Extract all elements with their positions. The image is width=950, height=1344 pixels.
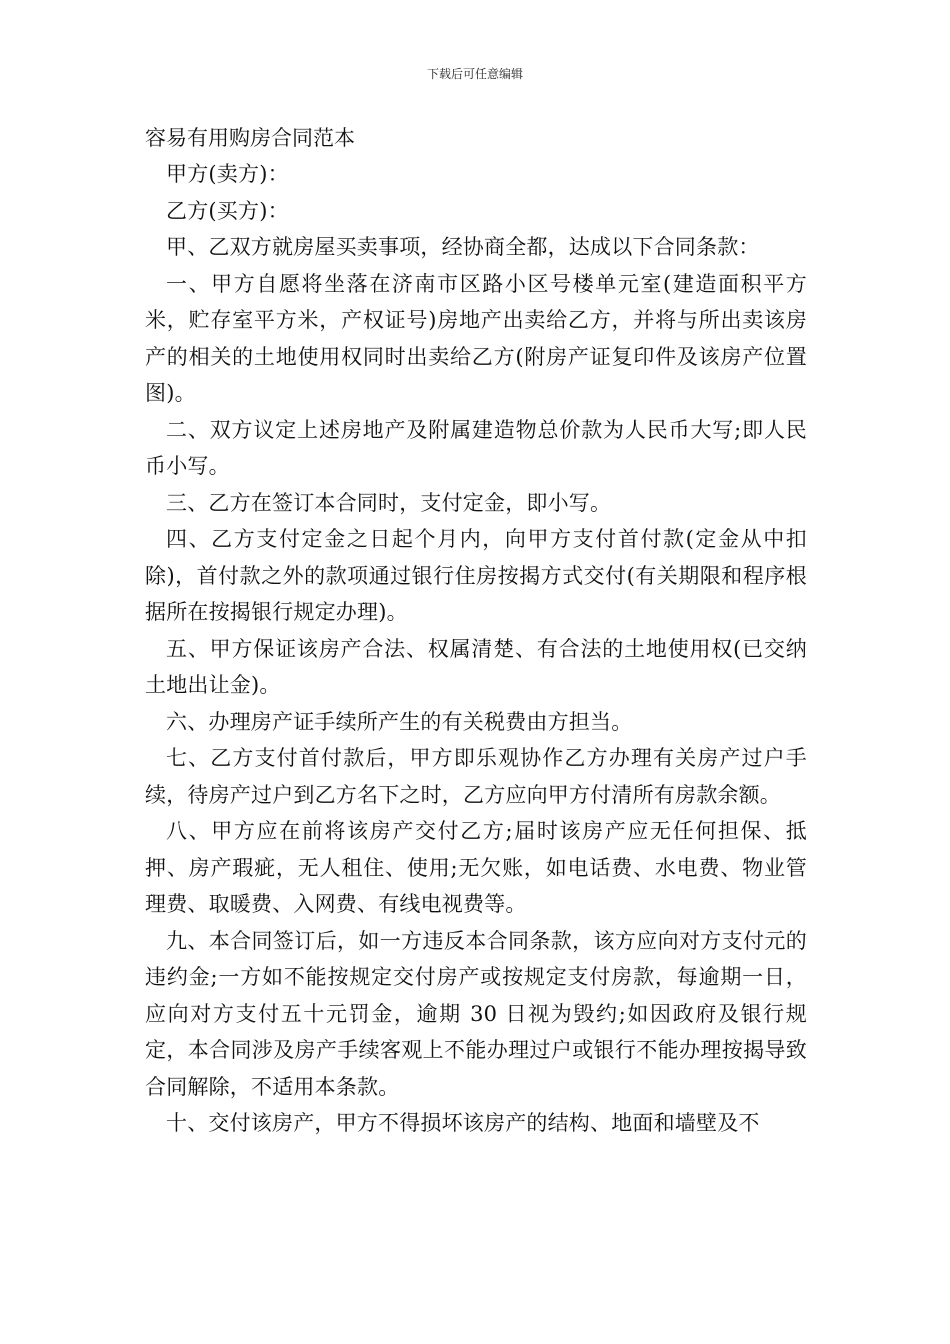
clause-3: 三、乙方在签订本合同时，支付定金，即小写。	[166, 490, 612, 515]
party-a-line: 甲方(卖方)：	[166, 162, 289, 186]
clause-2: 二、双方议定上述房地产及附属建造物总价款为人民币大写;即人民币小写。	[145, 417, 807, 478]
document-body	[145, 120, 807, 1142]
page-header	[0, 66, 950, 82]
clause-9: 九、本合同签订后，如一方违反本合同条款，该方应向对方支付元的违约金;一方如不能按规定交付房产或按规定支付房款，每逾期一日，应向对方支付五十元罚金，逾期 30 日视为毁约;如因政府及银行规定，本合同涉及房产手续客观上不能办理过户或银行不能办理按揭导致合同解除，不适用本条款。	[145, 928, 807, 1099]
clause-5: 五、甲方保证该房产合法、权属清楚、有合法的土地使用权(已交纳土地出让金)。	[145, 636, 807, 697]
header-note: 下载后可任意编辑	[426, 67, 523, 81]
clause-4: 四、乙方支付定金之日起个月内，向甲方支付首付款(定金从中扣除)，首付款之外的款项通过银行住房按揭方式交付(有关期限和程序根据所在按揭银行规定办理)。	[145, 527, 807, 624]
clause-8: 八、甲方应在前将该房产交付乙方;届时该房产应无任何担保、抵押、房产瑕疵，无人租住、使用;无欠账，如电话费、水电费、物业管理费、取暖费、入网费、有线电视费等。	[145, 819, 807, 916]
party-b-line: 乙方(买方)：	[166, 198, 289, 223]
document-title: 容易有用购房合同范本	[145, 126, 355, 150]
clause-7: 七、乙方支付首付款后，甲方即乐观协作乙方办理有关房产过户手续，待房产过户到乙方名下之时，乙方应向甲方付清所有房款余额。	[145, 746, 807, 807]
clause-6: 六、办理房产证手续所产生的有关税费由方担当。	[166, 709, 633, 734]
clause-10: 十、交付该房产，甲方不得损坏该房产的结构、地面和墙壁及不	[166, 1111, 760, 1135]
preamble-paragraph: 甲、乙双方就房屋买卖事项，经协商全都，达成以下合同条款：	[166, 235, 760, 259]
clause-1: 一、甲方自愿将坐落在济南市区路小区号楼单元室(建造面积平方米，贮存室平方米，产权证号)房地产出卖给乙方，并将与所出卖该房产的相关的土地使用权同时出卖给乙方(附房产证复印件及该房产位置图)。	[145, 271, 807, 405]
